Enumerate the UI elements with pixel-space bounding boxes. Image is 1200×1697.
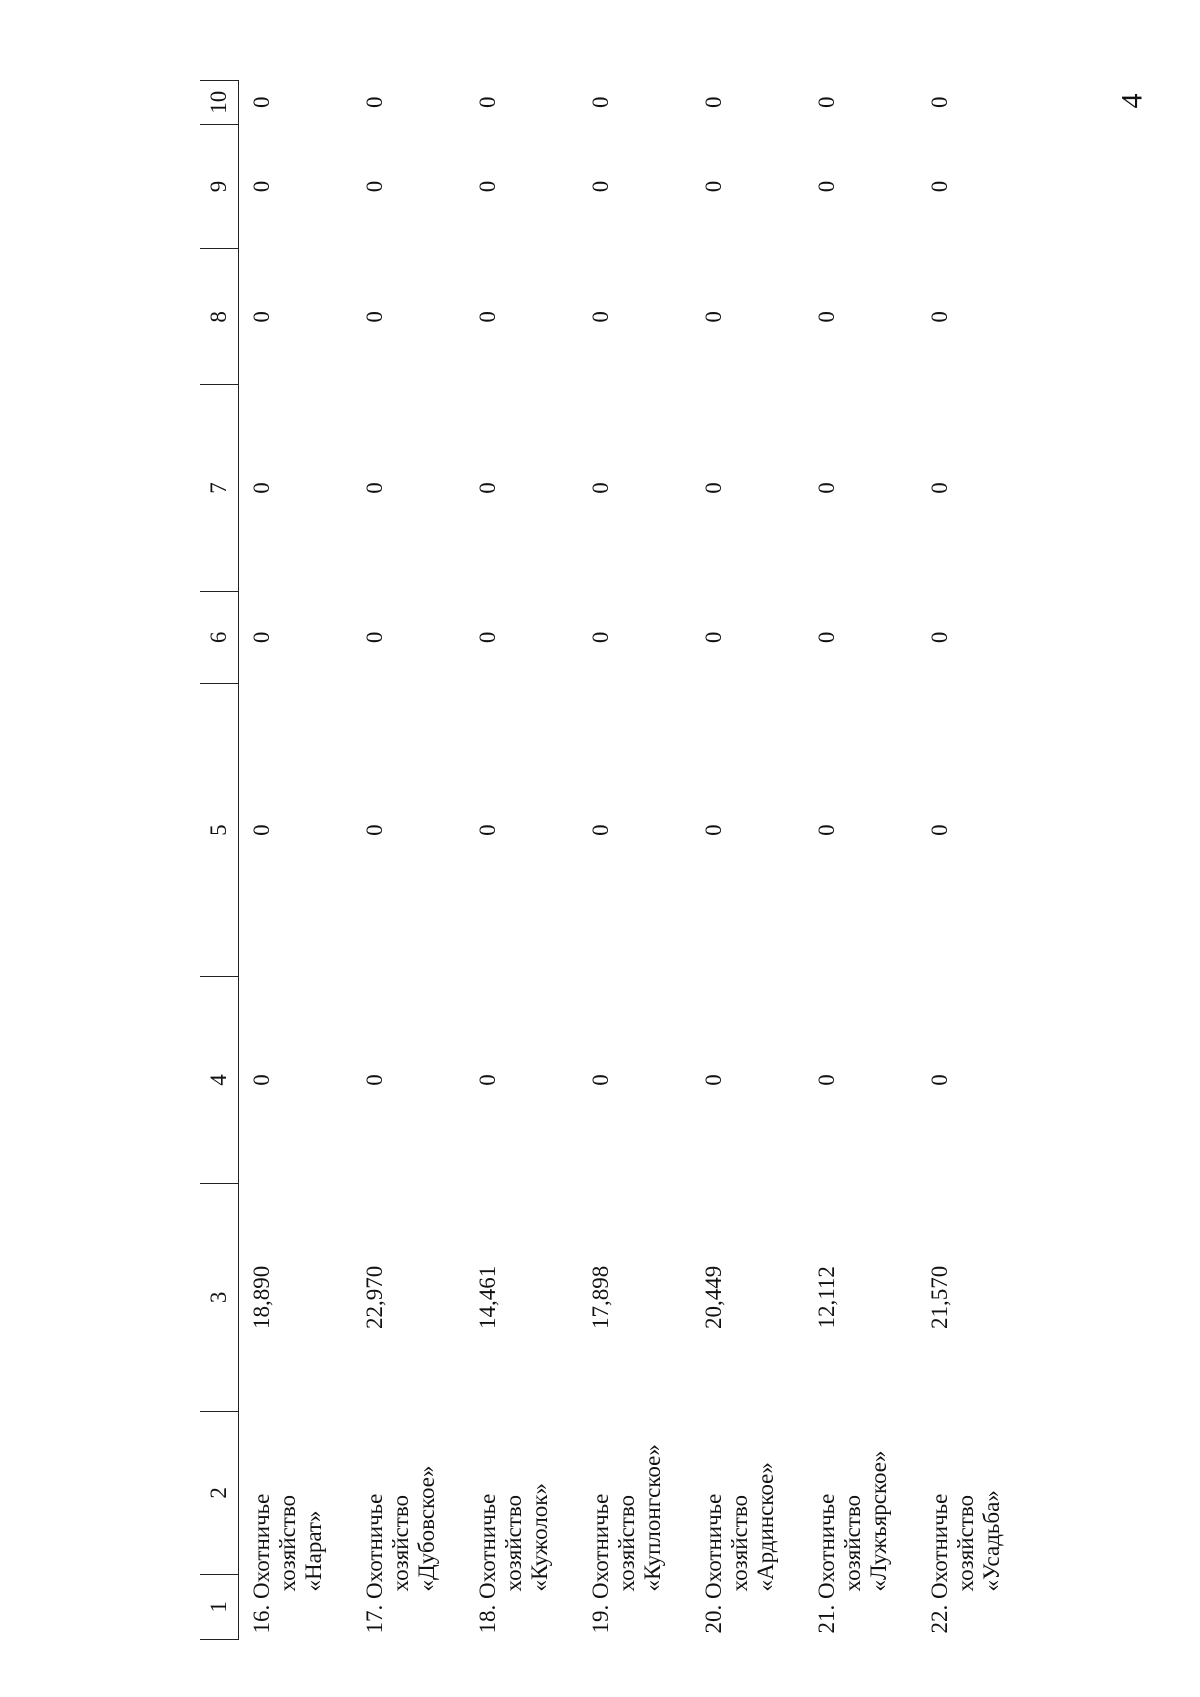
cell-c8: 0 bbox=[588, 311, 613, 323]
cell-c6: 0 bbox=[362, 631, 387, 644]
row-name-line bbox=[249, 1412, 275, 1633]
row-name-cell bbox=[691, 1411, 804, 1639]
row-name-line bbox=[727, 1412, 753, 1633]
cell-c5: 0 bbox=[814, 824, 839, 836]
row-number: 22. bbox=[927, 1604, 952, 1634]
cell-c10: 0 bbox=[927, 96, 952, 109]
row-name-text: Охотничье bbox=[362, 1493, 387, 1599]
table-header bbox=[200, 81, 239, 1640]
cell-c4: 0 bbox=[701, 1074, 726, 1086]
cell-c9: 0 bbox=[249, 180, 274, 193]
table-row bbox=[578, 81, 691, 1640]
row-name-text: хозяйство bbox=[953, 1494, 978, 1592]
row-name-text: «Кужолок» bbox=[527, 1483, 552, 1592]
row-name-line bbox=[927, 1412, 953, 1633]
cell-c5: 0 bbox=[475, 824, 500, 836]
cell-c3: 22,970 bbox=[362, 1265, 387, 1329]
row-name-cell bbox=[465, 1411, 578, 1639]
cell-c7: 0 bbox=[475, 482, 500, 494]
table-row bbox=[804, 81, 917, 1640]
row-name-line bbox=[814, 1412, 840, 1633]
cell-c8: 0 bbox=[701, 311, 726, 323]
row-name-line bbox=[388, 1412, 414, 1633]
cell-c3: 18,890 bbox=[249, 1265, 274, 1329]
row-name-cell bbox=[578, 1411, 691, 1639]
cell-c3: 17,898 bbox=[588, 1265, 613, 1329]
row-name-line bbox=[475, 1412, 501, 1633]
row-name-text: хозяйство bbox=[275, 1494, 300, 1592]
cell-c5: 0 bbox=[927, 824, 952, 836]
cell-c6: 0 bbox=[927, 631, 952, 644]
row-name-line bbox=[588, 1412, 614, 1633]
row-name-line bbox=[301, 1412, 327, 1633]
cell-c10: 0 bbox=[249, 96, 274, 109]
row-name-cell bbox=[239, 1411, 353, 1639]
cell-c9: 0 bbox=[362, 180, 387, 193]
cell-c7: 0 bbox=[701, 482, 726, 494]
row-name-text: хозяйство bbox=[388, 1494, 413, 1592]
cell-c6: 0 bbox=[249, 631, 274, 644]
cell-c9: 0 bbox=[927, 180, 952, 193]
header-cell-6: 6 bbox=[200, 591, 239, 683]
row-name-text: Охотничье bbox=[475, 1493, 500, 1599]
cell-c7: 0 bbox=[927, 482, 952, 494]
cell-c9: 0 bbox=[814, 180, 839, 193]
table-row bbox=[691, 81, 804, 1640]
cell-c4: 0 bbox=[362, 1074, 387, 1086]
header-cell-2: 2 bbox=[200, 1411, 239, 1574]
row-name-line bbox=[840, 1412, 866, 1633]
cell-c6: 0 bbox=[588, 631, 613, 644]
cell-c9: 0 bbox=[475, 180, 500, 193]
cell-c8: 0 bbox=[927, 311, 952, 323]
cell-c4: 0 bbox=[927, 1074, 952, 1086]
row-name-text: хозяйство bbox=[501, 1494, 526, 1592]
row-name-text: «Усадьба» bbox=[979, 1490, 1004, 1592]
row-name-cell bbox=[352, 1411, 465, 1639]
row-name-text: «Нарат» bbox=[301, 1510, 326, 1592]
cell-c10: 0 bbox=[475, 96, 500, 109]
row-name-text: Охотничье bbox=[249, 1493, 274, 1599]
page-number: 4 bbox=[1115, 93, 1149, 109]
cell-c8: 0 bbox=[475, 311, 500, 323]
row-name-cell bbox=[917, 1411, 1030, 1639]
row-name-text: Охотничье bbox=[814, 1493, 839, 1599]
row-name-text: хозяйство bbox=[840, 1494, 865, 1592]
cell-c3: 12,112 bbox=[814, 1266, 839, 1329]
row-number: 21. bbox=[814, 1604, 839, 1634]
row-name-line bbox=[866, 1412, 892, 1633]
header-cell-10: 10 bbox=[200, 81, 239, 125]
table-row bbox=[352, 81, 465, 1640]
cell-c4: 0 bbox=[588, 1074, 613, 1086]
row-name-line bbox=[640, 1412, 666, 1633]
row-number: 18. bbox=[475, 1604, 500, 1634]
header-cell-3: 3 bbox=[200, 1183, 239, 1411]
header-row bbox=[200, 81, 239, 1640]
row-number: 16. bbox=[249, 1604, 274, 1634]
table-frame bbox=[200, 80, 1004, 1640]
cell-c8: 0 bbox=[362, 311, 387, 323]
row-name-text: хозяйство bbox=[727, 1494, 752, 1592]
cell-c10: 0 bbox=[588, 96, 613, 109]
row-name-line bbox=[275, 1412, 301, 1633]
cell-c3: 14,461 bbox=[475, 1265, 500, 1329]
row-number: 20. bbox=[701, 1604, 726, 1634]
cell-c7: 0 bbox=[362, 482, 387, 494]
row-name-text: Охотничье bbox=[927, 1493, 952, 1599]
table-row bbox=[239, 81, 353, 1640]
header-cell-7: 7 bbox=[200, 385, 239, 591]
header-cell-5: 5 bbox=[200, 684, 239, 977]
cell-c7: 0 bbox=[588, 482, 613, 494]
cell-c3: 21,570 bbox=[927, 1265, 952, 1329]
cell-c9: 0 bbox=[701, 180, 726, 193]
cell-c5: 0 bbox=[588, 824, 613, 836]
row-name-line bbox=[701, 1412, 727, 1633]
row-name-text: «Ардинское» bbox=[753, 1462, 778, 1592]
cell-c9: 0 bbox=[588, 180, 613, 193]
row-name-line bbox=[979, 1412, 1005, 1633]
cell-c10: 0 bbox=[814, 96, 839, 109]
cell-c4: 0 bbox=[475, 1074, 500, 1086]
table-row bbox=[465, 81, 578, 1640]
header-cell-4: 4 bbox=[200, 977, 239, 1183]
cell-c8: 0 bbox=[814, 311, 839, 323]
header-cell-8: 8 bbox=[200, 249, 239, 385]
cell-c5: 0 bbox=[362, 824, 387, 836]
cell-c7: 0 bbox=[814, 482, 839, 494]
row-name-line bbox=[753, 1412, 779, 1633]
cell-c6: 0 bbox=[475, 631, 500, 644]
row-name-text: Охотничье bbox=[701, 1493, 726, 1599]
cell-c3: 20,449 bbox=[701, 1265, 726, 1329]
row-name-text: хозяйство bbox=[614, 1494, 639, 1592]
data-table bbox=[200, 80, 1030, 1640]
cell-c10: 0 bbox=[701, 96, 726, 109]
header-cell-9: 9 bbox=[200, 124, 239, 249]
cell-c6: 0 bbox=[701, 631, 726, 644]
cell-c4: 0 bbox=[249, 1074, 274, 1086]
row-name-text: «Дубовское» bbox=[414, 1465, 439, 1592]
row-name-text: «Куплонгское» bbox=[640, 1444, 665, 1592]
row-name-line bbox=[501, 1412, 527, 1633]
cell-c5: 0 bbox=[701, 824, 726, 836]
table-row bbox=[917, 81, 1030, 1640]
row-name-line bbox=[527, 1412, 553, 1633]
row-name-text: «Лужъярское» bbox=[866, 1450, 891, 1592]
row-name-line bbox=[953, 1412, 979, 1633]
cell-c6: 0 bbox=[814, 631, 839, 644]
row-name-line bbox=[414, 1412, 440, 1633]
cell-c10: 0 bbox=[362, 96, 387, 109]
cell-c8: 0 bbox=[249, 311, 274, 323]
header-cell-1: 1 bbox=[200, 1574, 239, 1639]
row-number: 19. bbox=[588, 1604, 613, 1634]
row-name-line bbox=[614, 1412, 640, 1633]
table-body bbox=[239, 81, 1031, 1640]
cell-c5: 0 bbox=[249, 824, 274, 836]
row-name-text: Охотничье bbox=[588, 1493, 613, 1599]
cell-c7: 0 bbox=[249, 482, 274, 494]
cell-c4: 0 bbox=[814, 1074, 839, 1086]
row-name-cell bbox=[804, 1411, 917, 1639]
row-name-line bbox=[362, 1412, 388, 1633]
row-number: 17. bbox=[362, 1604, 387, 1634]
